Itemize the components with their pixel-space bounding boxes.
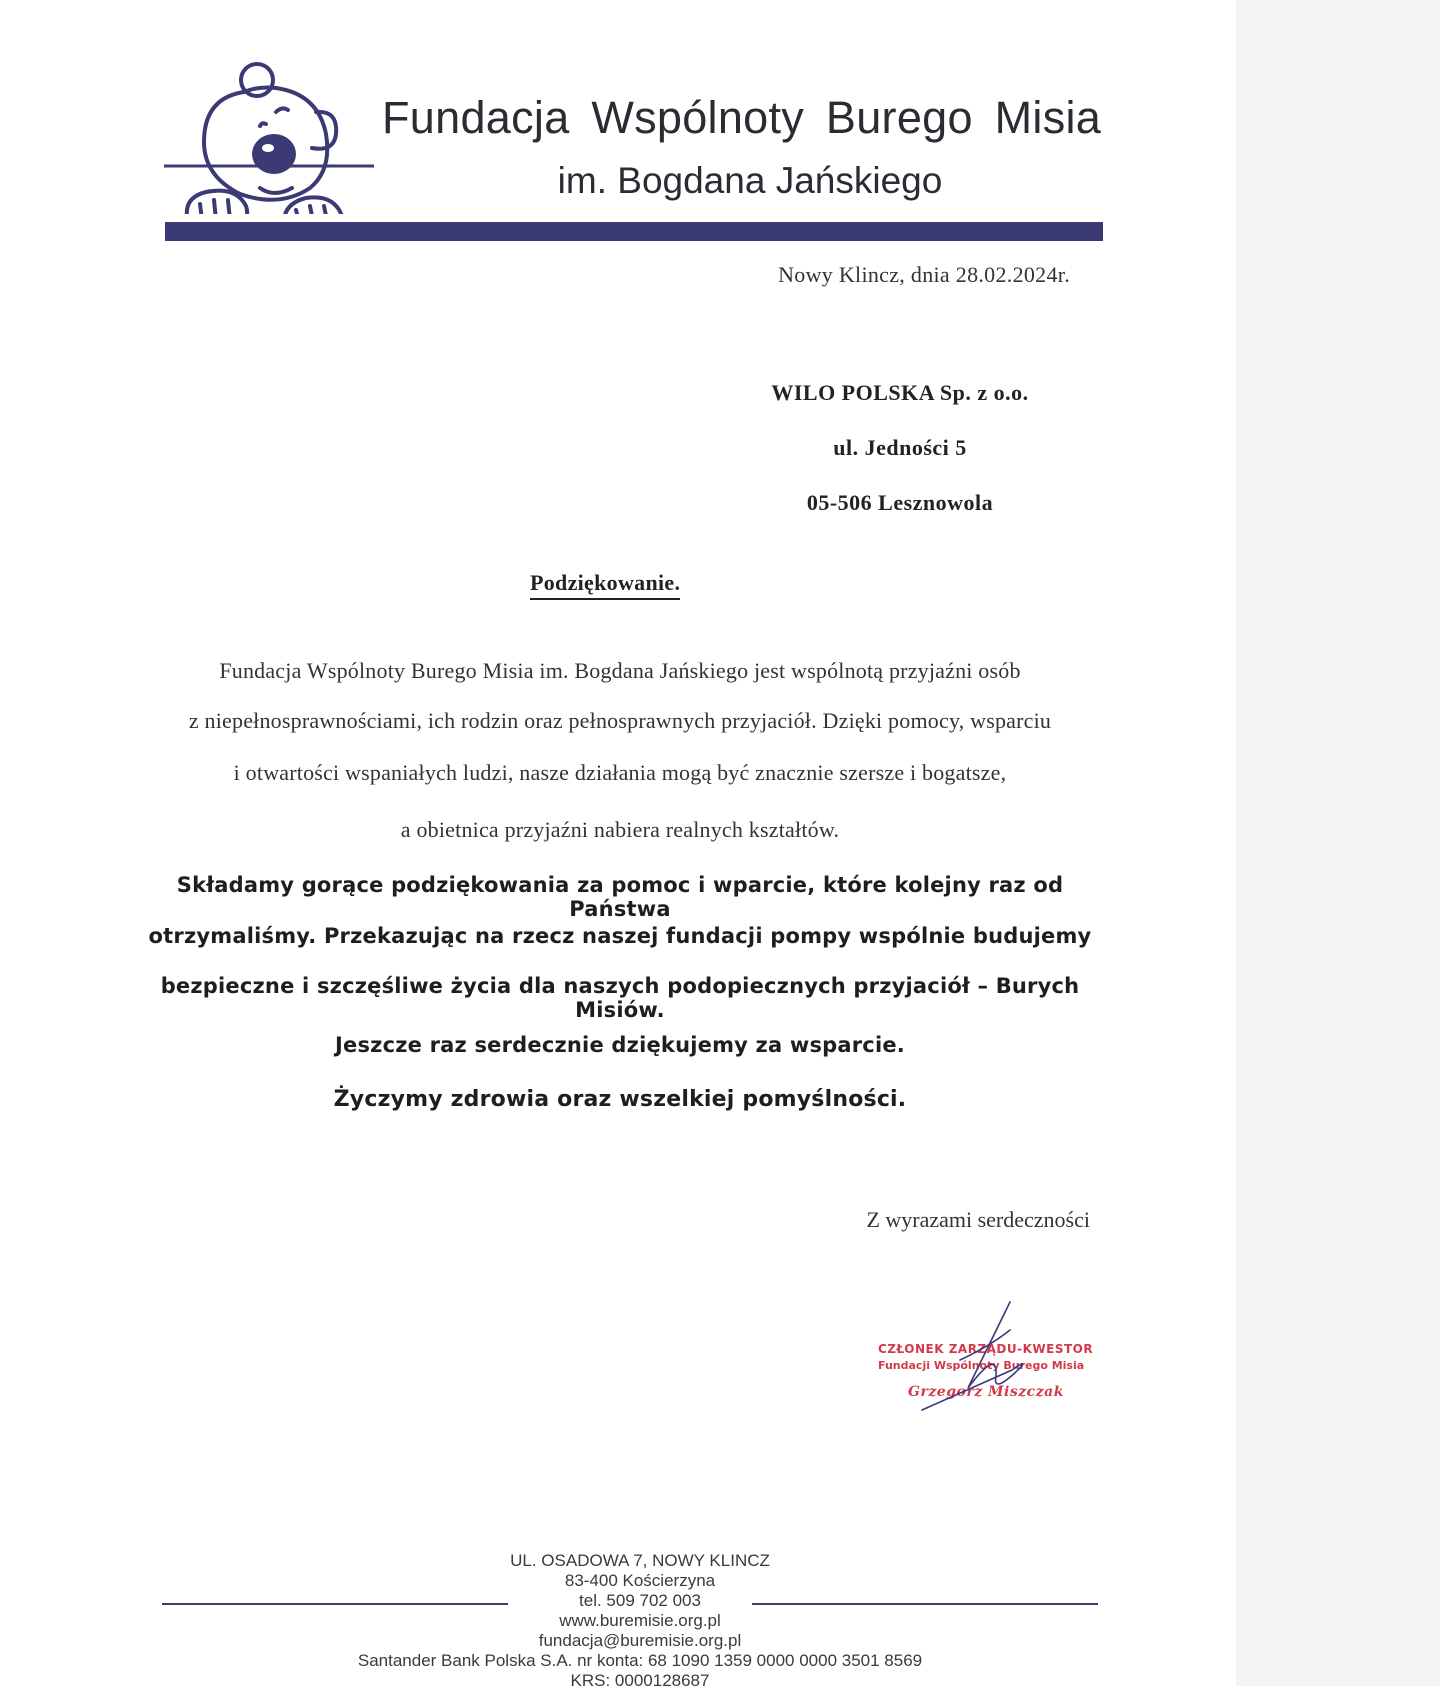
header-divider	[165, 222, 1103, 241]
bold-line: Życzymy zdrowia oraz wszelkiej pomyślności.	[333, 1087, 907, 1112]
footer-address: UL. OSADOWA 7, NOWY KLINCZ	[510, 1551, 770, 1570]
body-line: a obietnica przyjaźni nabiera realnych kształtów.	[400, 817, 840, 842]
recipient-company: WILO POLSKA Sp. z o.o.	[771, 380, 1029, 405]
footer-contact	[280, 1551, 1000, 1691]
foundation-name: Fundacja Wspólnoty Burego Misia	[382, 92, 1102, 143]
footer-bank: Santander Bank Polska S.A. nr konta: 68 1090 1359 0000 0000 3501 8569	[357, 1651, 923, 1670]
footer-krs: KRS: 0000128687	[570, 1671, 710, 1690]
bear-logo	[164, 54, 384, 214]
handwritten-signature	[860, 1300, 1140, 1420]
closing-phrase: Z wyrazami serdeczności	[866, 1207, 1090, 1232]
footer-website: www.buremisie.org.pl	[559, 1611, 721, 1630]
footer-phone: tel. 509 702 003	[579, 1591, 701, 1610]
date-line: Nowy Klincz, dnia 28.02.2024r.	[778, 262, 1070, 287]
body-line: z niepełnosprawnościami, ich rodzin oraz pełnosprawnych przyjaciół. Dzięki pomocy, wsparciu	[188, 708, 1052, 733]
body-line: i otwartości wspaniałych ludzi, nasze działania mogą być znacznie szersze i bogatsze,	[233, 760, 1007, 785]
bold-line: bezpieczne i szczęśliwe życia dla naszych podopiecznych przyjaciół – Burych Misiów.	[160, 974, 1080, 1022]
recipient-street: ul. Jedności 5	[833, 435, 967, 460]
foundation-subtitle: im. Bogdana Jańskiego	[557, 160, 943, 201]
bold-line: Składamy gorące podziękowania za pomoc i wparcie, które kolejny raz od Państwa	[176, 873, 1064, 921]
recipient-city: 05-506 Lesznowola	[806, 490, 994, 515]
body-line: Fundacja Wspólnoty Burego Misia im. Bogdana Jańskiego jest wspólnotą przyjaźni osób	[219, 658, 1021, 683]
bold-line: otrzymaliśmy. Przekazując na rzecz naszej fundacji pompy wspólnie budujemy	[148, 924, 1092, 948]
letter-subject: Podziękowanie.	[530, 570, 680, 600]
scan-margin	[1236, 0, 1440, 1686]
footer-postal: 83-400 Kościerzyna	[564, 1571, 716, 1590]
signature-stamp	[860, 1300, 1140, 1420]
footer-email: fundacja@buremisie.org.pl	[538, 1631, 742, 1650]
stamp-name: Grzegorz Miszczak	[908, 1384, 1064, 1400]
recipient-block	[690, 380, 1110, 545]
stamp-organization: Fundacji Wspólnoty Burego Misia	[878, 1359, 1085, 1372]
stamp-title: CZŁONEK ZARZĄDU-KWESTOR	[878, 1342, 1094, 1356]
bold-line: Jeszcze raz serdecznie dziękujemy za wsparcie.	[335, 1033, 905, 1057]
